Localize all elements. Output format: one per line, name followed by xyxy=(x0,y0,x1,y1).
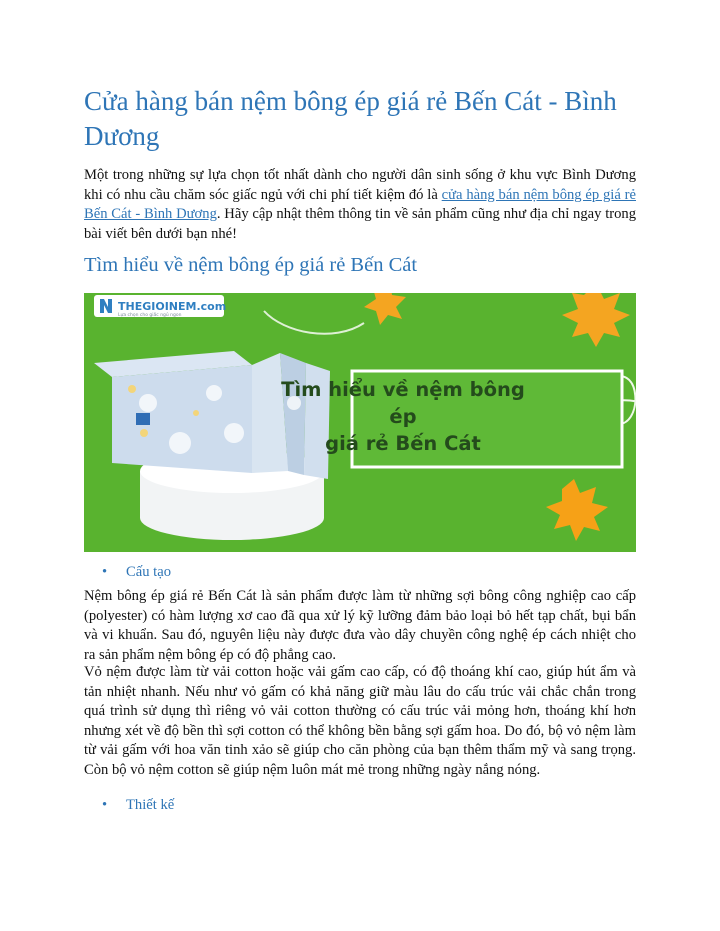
bullet-icon: • xyxy=(102,564,108,580)
bullet-label: Thiết kế xyxy=(126,797,175,813)
intro-paragraph xyxy=(84,166,636,244)
page-title: Cửa hàng bán nệm bông ép giá rẻ Bến Cát - Bình Dương xyxy=(84,86,617,151)
banner-title-line-2: giá rẻ Bến Cát xyxy=(325,431,481,455)
logo-text: THEGIOINEM.com xyxy=(118,300,227,313)
bullet-label: Cấu tạo xyxy=(126,564,171,580)
intro-text-end: . Hãy cập nhật thêm thông tin về sản phẩm cũng như địa chỉ ngay trong bài viết bên dưới bạn nhé! xyxy=(84,206,636,242)
banner-title xyxy=(269,370,537,462)
section-heading: Tìm hiểu về nệm bông ép giá rẻ Bến Cát xyxy=(84,254,418,276)
bullet-icon: • xyxy=(102,797,108,813)
structure-paragraph: Nệm bông ép giá rẻ Bến Cát là sản phẩm được làm từ những sợi bông công nghiệp cao cấp (polyester) có hàm lượng xơ cao đã qua xử lý kỹ lưỡng đảm bảo loại bỏ hết tạp chất, bụi bẩn và vi khuẩn. Sau đó, nguyên liệu này được đưa vào dây chuyền công nghệ ép cách nhiệt cho ra sản phẩm nệm bông ép có độ phẳng cao. xyxy=(84,588,636,663)
brand-logo xyxy=(94,295,226,318)
logo-tagline: Lựa chọn cho giấc ngủ ngon xyxy=(118,313,182,318)
banner-title-line-1: Tìm hiểu về nệm bông ép xyxy=(281,377,525,428)
cover-paragraph: Vỏ nệm được làm từ vải cotton hoặc vải gấm cao cấp, có độ thoáng khí cao, giúp hút ẩm và tản nhiệt nhanh. Nếu như vỏ gấm có khả năng giữ màu lâu do cấu trúc vải chắc chắn trong quá trình sử dụng thì riêng vỏ vải cotton thường có cấu trúc vải mỏng hơn, thoáng khí hơn nhưng xét về độ bền thì sợi cotton có thể không bền bằng sợi gấm hoa. Do đó, bộ vỏ nệm làm từ vải gấm với hoa văn tinh xảo sẽ giúp cho căn phòng của bạn thêm thẩm mỹ và sang trọng. Còn bộ vỏ nệm cotton sẽ giúp nệm luôn mát mẻ trong những ngày nắng nóng. xyxy=(84,664,636,778)
autumn-leaf-icon xyxy=(562,293,630,347)
intro-text-start: Một trong những sự lựa chọn tốt nhất dành cho người dân sinh sống ở khu vực Bình Dương khi có nhu cầu chăm sóc giấc ngủ với chi phí tiết kiệm đó là xyxy=(84,167,636,203)
autumn-leaf-icon xyxy=(364,293,406,325)
bullet-item-design xyxy=(102,797,174,814)
autumn-leaf-icon xyxy=(546,479,608,541)
bullet-item-structure xyxy=(102,564,171,581)
store-link[interactable]: cửa hàng bán nệm bông ép giá rẻ Bến Cát - Bình Dương xyxy=(84,186,636,223)
